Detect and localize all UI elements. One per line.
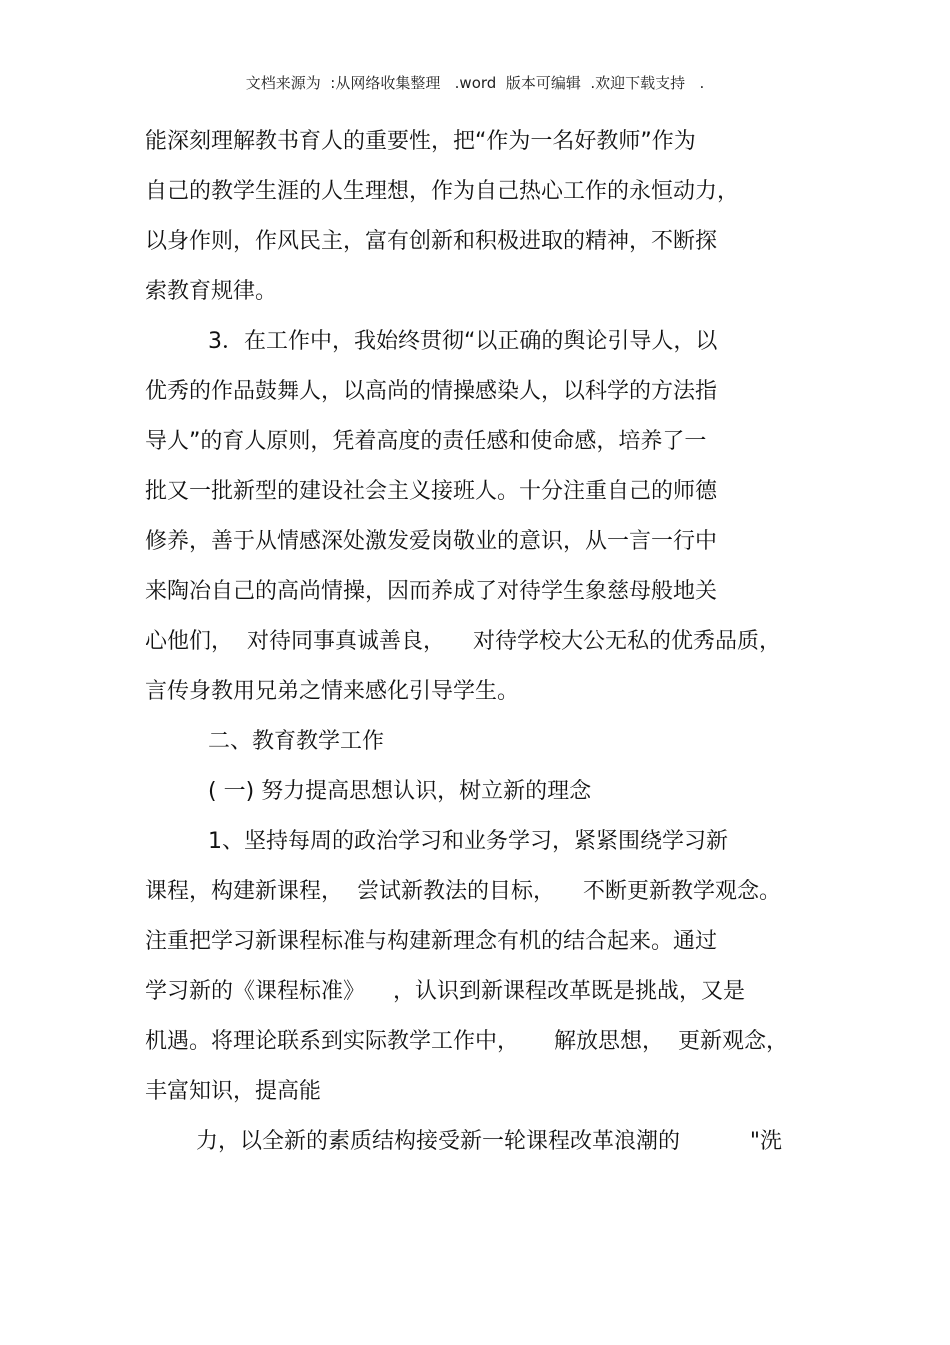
paragraph-line: 心他们， 对待同事真诚善良， 对待学校大公无私的优秀品质， <box>145 629 781 654</box>
paragraph-line: 能深刻理解教书育人的重要性，把“作为一名好教师”作为 <box>145 129 696 154</box>
paragraph-line: 1、坚持每周的政治学习和业务学习，紧紧围绕学习新 <box>208 829 728 854</box>
paragraph-line: 优秀的作品鼓舞人，以高尚的情操感染人，以科学的方法指 <box>145 379 718 404</box>
paragraph-line: 修养，善于从情感深处激发爱岗敬业的意识，从一言一行中 <box>145 529 718 554</box>
paragraph-line: 以身作则，作风民主，富有创新和积极进取的精神，不断探 <box>145 229 718 254</box>
paragraph-line: 机遇。将理论联系到实际教学工作中， 解放思想， 更新观念， <box>145 1029 788 1054</box>
paragraph-line: 注重把学习新课程标准与构建新理念有机的结合起来。通过 <box>145 929 718 954</box>
paragraph-line: 导人”的育人原则，凭着高度的责任感和使命感，培养了一 <box>145 429 707 454</box>
document-source-header: 文档来源为 :从网络收集整理 .word 版本可编辑 .欢迎下载支持 . <box>245 74 705 92</box>
paragraph-line: 批又一批新型的建设社会主义接班人。十分注重自己的师德 <box>145 479 718 504</box>
subsection-heading: ( 一) 努力提高思想认识，树立新的理念 <box>208 779 592 804</box>
paragraph-line: 学习新的《课程标准》 ，认识到新课程改革既是挑战，又是 <box>145 979 745 1004</box>
paragraph-line: 力，以全新的素质结构接受新一轮课程改革浪潮的 "洗 <box>196 1129 783 1154</box>
paragraph-line: 丰富知识，提高能 <box>145 1079 322 1104</box>
paragraph-line: 课程，构建新课程， 尝试新教法的目标， 不断更新教学观念。 <box>145 879 781 904</box>
paragraph-line: 自己的教学生涯的人生理想，作为自己热心工作的永恒动力， <box>145 179 740 204</box>
section-heading: 二、教育教学工作 <box>208 729 385 754</box>
paragraph-line: 3．在工作中，我始终贯彻“以正确的舆论引导人，以 <box>208 329 718 354</box>
paragraph-line: 言传身教用兄弟之情来感化引导学生。 <box>145 679 520 704</box>
paragraph-line: 索教育规律。 <box>145 279 278 304</box>
paragraph-line: 来陶冶自己的高尚情操，因而养成了对待学生象慈母般地关 <box>145 579 718 604</box>
